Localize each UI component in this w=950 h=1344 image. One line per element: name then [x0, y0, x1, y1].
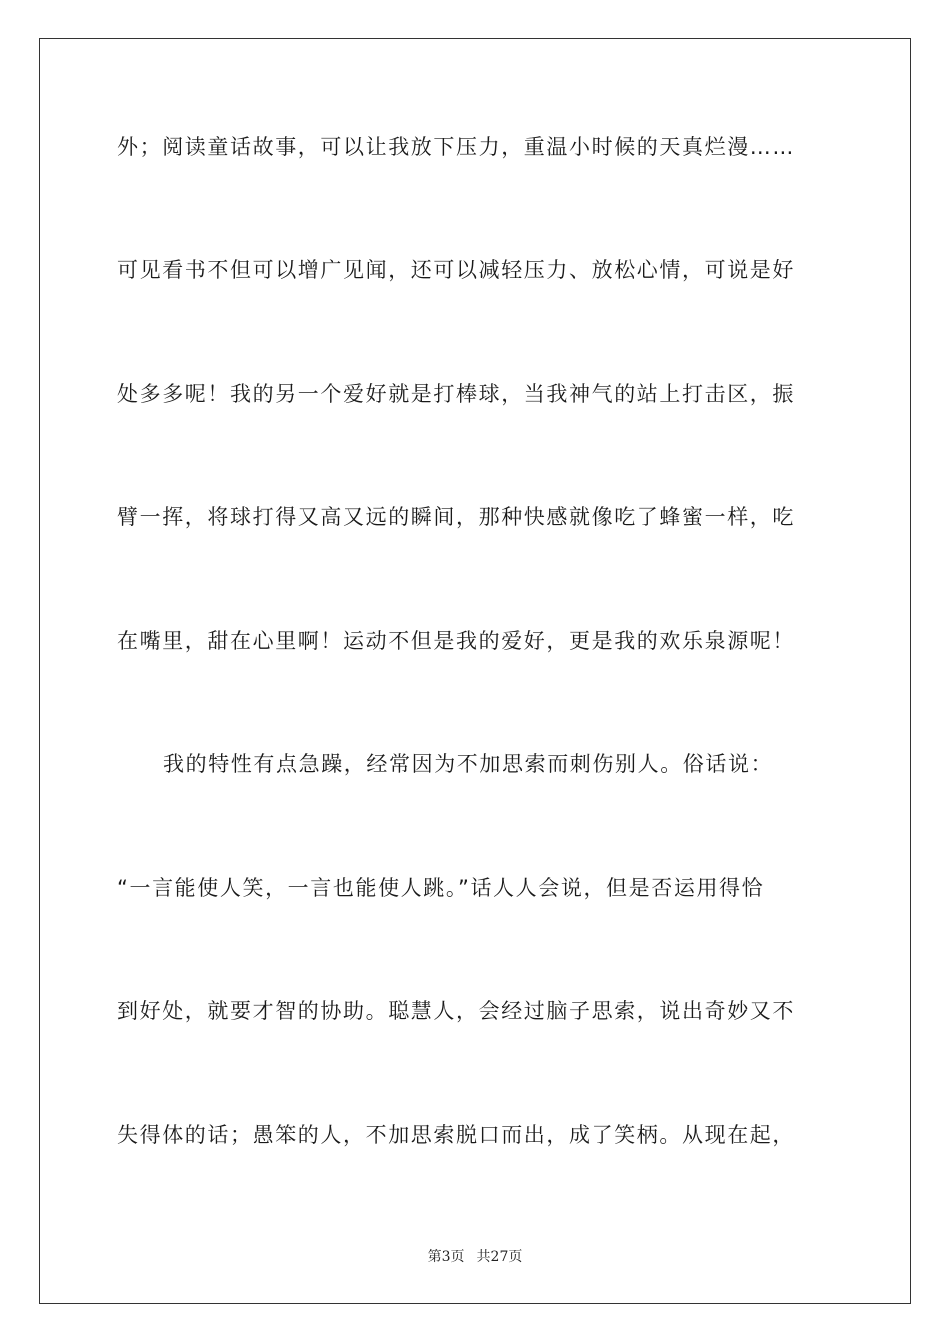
- page-footer: [0, 1248, 950, 1266]
- text-line-7: “一言能使人笑，一言也能使人跳。”话人人会说，但是否运用得恰: [117, 876, 765, 900]
- text-line-4: 臂一挥，将球打得又高又远的瞬间，那种快感就像吃了蜂蜜一样，吃: [117, 505, 795, 529]
- text-line-2: 可见看书不但可以增广见闻，还可以减轻压力、放松心情，可说是好: [117, 258, 795, 282]
- page-border: [39, 38, 911, 1304]
- text-line-5: 在嘴里，甜在心里啊！运动不但是我的爱好，更是我的欢乐泉源呢！: [117, 629, 795, 653]
- page-number: 第3页: [427, 1249, 465, 1265]
- text-line-3: 处多多呢！我的另一个爱好就是打棒球，当我神气的站上打击区，振: [117, 382, 795, 406]
- page-total: 共27页: [476, 1249, 523, 1265]
- text-line-6-paragraph-start: 我的特性有点急躁，经常因为不加思索而刺伤别人。俗话说：: [163, 752, 774, 776]
- text-line-9: 失得体的话；愚笨的人，不加思索脱口而出，成了笑柄。从现在起，: [117, 1123, 795, 1147]
- text-line-8: 到好处，就要才智的协助。聪慧人，会经过脑子思索，说出奇妙又不: [117, 999, 795, 1023]
- text-line-1: 外；阅读童话故事，可以让我放下压力，重温小时候的天真烂漫……: [117, 135, 795, 159]
